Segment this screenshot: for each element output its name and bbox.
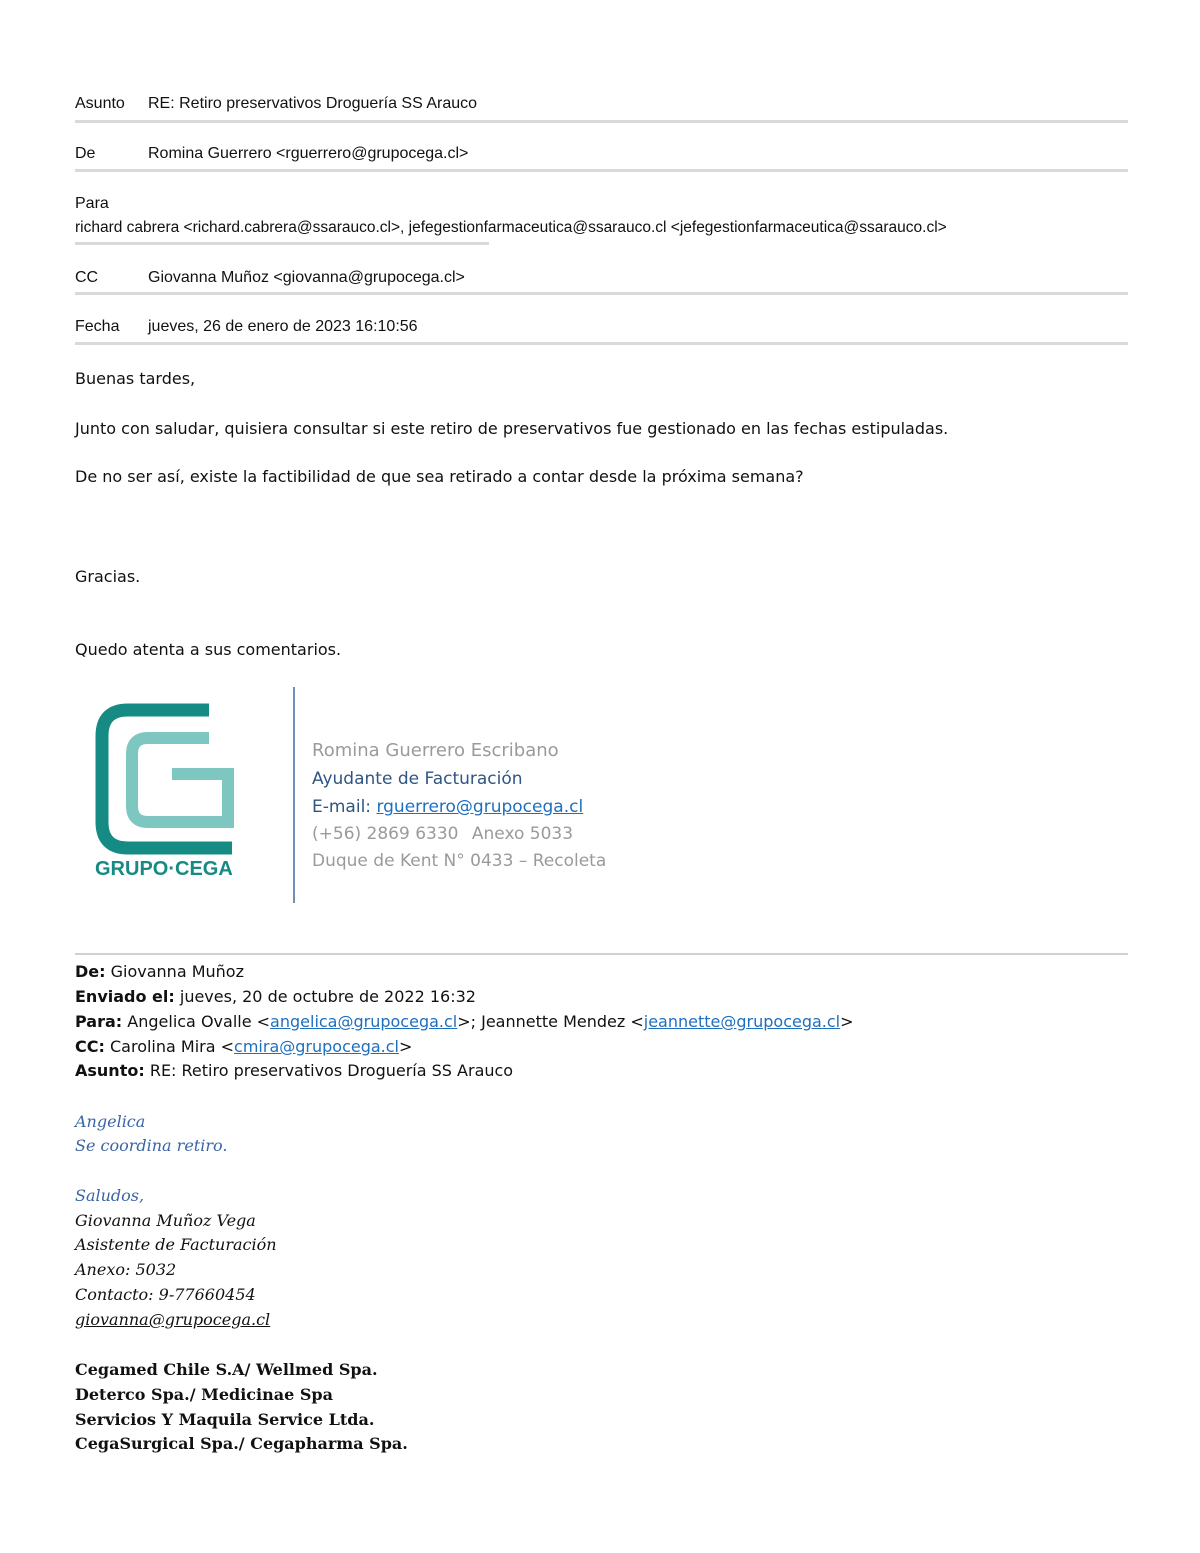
header-divider [75,292,1128,295]
forwarded-para-row [75,1012,854,1031]
header-divider [75,120,1128,123]
forwarded-cc-end: > [399,1037,413,1056]
signature-phone: (+56) 2869 6330 [312,824,459,844]
greeting: Buenas tardes, [75,369,196,388]
cc-value: Giovanna Muñoz <giovanna@grupocega.cl> [148,269,465,286]
signature-email-row [312,797,583,817]
logo-text: GRUPO·CEGA [95,858,233,880]
forwarded-para-sep: >; Jeannette Mendez < [457,1012,644,1031]
reply-email-link[interactable]: giovanna@grupocega.cl [75,1310,271,1329]
body-line-1: Junto con saludar, quisiera consultar si este retiro de preservativos fue gestionado en las fechas estipuladas. [75,419,949,438]
para-label: Para [75,195,109,212]
header-divider [75,242,489,245]
asunto-value: RE: Retiro preservativos Droguería SS Arauco [148,95,478,112]
forwarded-cc-row [75,1037,412,1056]
company-line-2: Deterco Spa./ Medicinae Spa [75,1385,333,1404]
reply-line-2: Se coordina retiro. [75,1136,228,1155]
forwarded-asunto-value: RE: Retiro preservativos Droguería SS Arauco [149,1061,514,1080]
forwarded-cc-name: Carolina Mira < [109,1037,235,1056]
asunto-label: Asunto [75,95,125,112]
signature-name: Romina Guerrero Escribano [312,740,559,761]
reply-line-6: Anexo: 5032 [75,1260,177,1279]
header-divider [75,342,1128,345]
cc-label: CC [75,269,99,286]
thanks: Gracias. [75,567,141,586]
forward-separator [75,953,1128,955]
forwarded-de-value: Giovanna Muñoz [110,962,244,981]
fecha-label: Fecha [75,318,120,335]
forwarded-asunto-label: Asunto: [75,1061,145,1080]
forwarded-de-label: De: [75,962,106,981]
header-divider [75,169,1128,172]
signature-address: Duque de Kent N° 0433 – Recoleta [312,851,607,871]
forwarded-enviado-value: jueves, 20 de octubre de 2022 16:32 [179,987,476,1006]
fecha-value: jueves, 26 de enero de 2023 16:10:56 [148,318,418,335]
signature-phone-row [312,824,573,844]
forwarded-asunto-row [75,1061,513,1080]
forwarded-enviado-row [75,987,476,1006]
company-line-4: CegaSurgical Spa./ Cegapharma Spa. [75,1434,408,1453]
signature-email-link[interactable]: rguerrero@grupocega.cl [376,797,584,817]
signature-email-label: E-mail: [312,797,372,817]
forwarded-para-email2-link[interactable]: jeannette@grupocega.cl [643,1012,841,1031]
forwarded-de-row [75,962,244,981]
reply-line-3: Saludos, [75,1186,145,1205]
forwarded-enviado-label: Enviado el: [75,987,175,1006]
de-label: De [75,145,96,162]
reply-line-5: Asistente de Facturación [75,1235,277,1254]
grupo-cega-logo [92,702,242,892]
signature-divider [293,687,295,903]
forwarded-para-label: Para: [75,1012,123,1031]
closing: Quedo atenta a sus comentarios. [75,640,342,659]
reply-line-4: Giovanna Muñoz Vega [75,1211,256,1230]
signature-anexo: Anexo 5033 [471,824,574,844]
signature-role: Ayudante de Facturación [312,769,523,789]
forwarded-para-email1-link[interactable]: angelica@grupocega.cl [270,1012,458,1031]
forwarded-cc-label: CC: [75,1037,105,1056]
header-para-value: richard cabrera <richard.cabrera@ssarauco.cl>, jefegestionfarmaceutica@ssarauco.cl <jefegestionfarmaceutica@ssarauco.cl> [75,219,947,236]
de-value: Romina Guerrero <rguerrero@grupocega.cl> [148,145,469,162]
forwarded-cc-email-link[interactable]: cmira@grupocega.cl [234,1037,399,1056]
forwarded-para-end: > [840,1012,854,1031]
company-line-1: Cegamed Chile S.A/ Wellmed Spa. [75,1360,378,1379]
forwarded-para-name1: Angelica Ovalle < [127,1012,271,1031]
company-line-3: Servicios Y Maquila Service Ltda. [75,1410,375,1429]
reply-line-1: Angelica [75,1112,146,1131]
body-line-2: De no ser así, existe la factibilidad de que sea retirado a contar desde la próxima semana? [75,467,804,486]
reply-line-7: Contacto: 9-77660454 [75,1285,256,1304]
